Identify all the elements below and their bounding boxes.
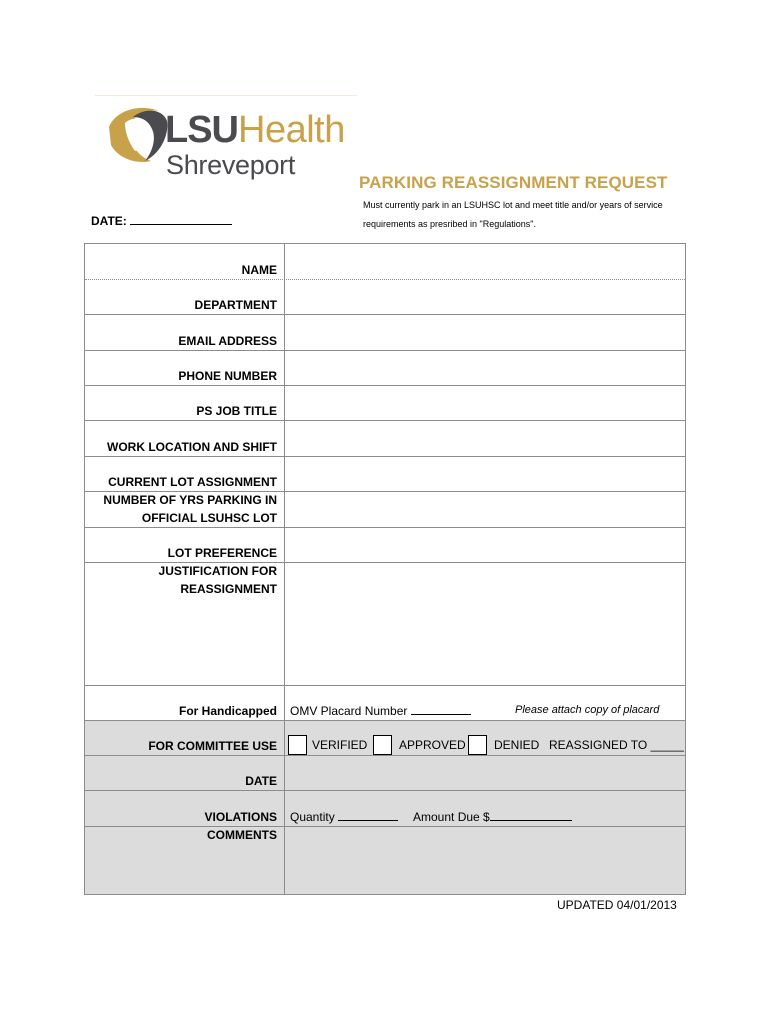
logo-health-text: Health — [238, 109, 345, 151]
omv-placard-number-blank[interactable] — [411, 703, 471, 715]
form-column-divider — [284, 243, 285, 895]
comments-label: COMMENTS — [207, 828, 277, 842]
justification-label-line-1: JUSTIFICATION FOR — [158, 564, 277, 578]
email-address-input[interactable] — [286, 316, 684, 349]
verified-checkbox[interactable] — [288, 735, 307, 755]
quantity-label: Quantity — [290, 810, 335, 824]
name-input[interactable] — [286, 245, 684, 278]
denied-checkbox[interactable] — [468, 735, 487, 755]
committee-date-input[interactable] — [286, 757, 684, 789]
eligibility-note-line-2: requirements as presribed in "Regulations". — [363, 219, 536, 229]
date-blank-line[interactable] — [130, 213, 232, 225]
form-title: PARKING REASSIGNMENT REQUEST — [359, 173, 668, 192]
committee-date-label: DATE — [245, 774, 277, 788]
justification-textarea[interactable] — [286, 564, 684, 684]
work-location-shift-label: WORK LOCATION AND SHIFT — [107, 440, 277, 454]
logo-lsu-text: LSU — [165, 109, 238, 151]
approved-label: APPROVED — [399, 738, 466, 752]
verified-label: VERIFIED — [312, 738, 368, 752]
ps-job-title-input[interactable] — [286, 387, 684, 419]
phone-number-input[interactable] — [286, 352, 684, 384]
approved-checkbox[interactable] — [373, 735, 392, 755]
current-lot-assignment-label: CURRENT LOT ASSIGNMENT — [108, 475, 277, 489]
denied-label: DENIED — [494, 738, 540, 752]
years-parking-input[interactable] — [286, 493, 684, 526]
department-input[interactable] — [286, 281, 684, 313]
handicapped-label: For Handicapped — [178, 704, 277, 718]
logo-shreveport-text: Shreveport — [166, 150, 296, 180]
row-divider — [85, 314, 685, 315]
work-location-shift-input[interactable] — [286, 422, 684, 455]
eligibility-note-line-1: Must currently park in an LSUHSC lot and meet title and/or years of service — [363, 200, 663, 210]
justification-label-line-2: REASSIGNMENT — [180, 582, 277, 596]
updated-date: UPDATED 04/01/2013 — [557, 898, 677, 912]
row-divider — [85, 279, 685, 280]
date-label: DATE: — [91, 214, 127, 228]
committee-use-label: FOR COMMITTEE USE — [148, 739, 277, 753]
row-divider — [85, 420, 685, 421]
current-lot-assignment-input[interactable] — [286, 458, 684, 490]
row-divider — [85, 527, 685, 528]
phone-number-label: PHONE NUMBER — [178, 369, 277, 383]
years-parking-label-line-2: OFFICIAL LSUHSC LOT — [141, 511, 277, 525]
comments-textarea[interactable] — [286, 828, 684, 894]
row-divider — [85, 826, 685, 827]
amount-due-blank[interactable] — [490, 809, 572, 821]
row-divider — [85, 685, 685, 686]
name-label: NAME — [241, 263, 277, 277]
row-divider — [85, 755, 685, 756]
ps-job-title-label: PS JOB TITLE — [196, 404, 277, 418]
placard-attach-note: Please attach copy of placard — [515, 704, 660, 716]
row-divider — [85, 720, 685, 721]
reassigned-to-blank[interactable]: _____ — [650, 738, 684, 752]
omv-placard-label: OMV Placard Number — [290, 704, 408, 718]
amount-due-label: Amount Due $ — [413, 810, 490, 824]
quantity-field — [290, 809, 398, 824]
department-label: DEPARTMENT — [194, 298, 277, 312]
amount-due-field — [413, 809, 572, 824]
logo-wordmark — [165, 111, 345, 149]
violations-label: VIOLATIONS — [204, 810, 277, 824]
lot-preference-label: LOT PREFERENCE — [167, 546, 277, 560]
date-field — [91, 213, 232, 228]
row-divider — [85, 790, 685, 791]
quantity-blank[interactable] — [338, 809, 398, 821]
lot-preference-input[interactable] — [286, 529, 684, 561]
reassigned-to-label: REASSIGNED TO — [549, 738, 648, 752]
row-divider — [85, 385, 685, 386]
reassigned-to-field — [549, 738, 684, 752]
email-address-label: EMAIL ADDRESS — [178, 334, 277, 348]
row-divider — [85, 456, 685, 457]
omv-placard-field — [290, 703, 471, 718]
years-parking-label-line-1: NUMBER OF YRS PARKING IN — [103, 493, 277, 507]
row-divider — [85, 350, 685, 351]
